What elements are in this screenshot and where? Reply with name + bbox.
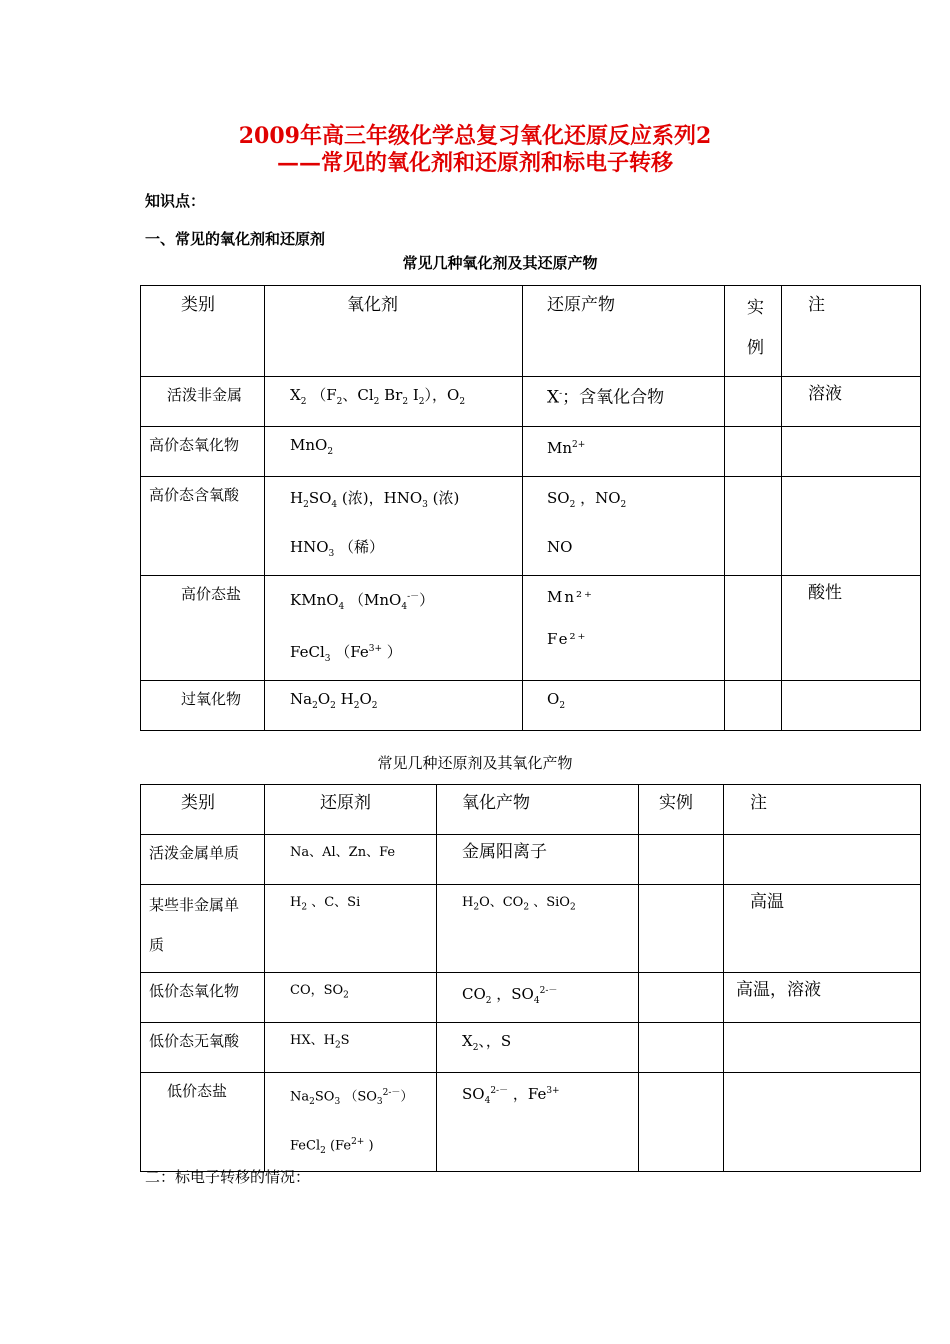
- reducer-value: Na、Al、Zn、Fe: [290, 845, 396, 860]
- oxidizer-value: $Na_2O_2$ $H_2O_2$: [290, 690, 378, 711]
- reducer-table: [140, 784, 921, 1172]
- header-category: 类别: [181, 295, 215, 315]
- row-category: 低价态盐: [167, 1082, 228, 1100]
- reduction-product-value: Mn²⁺ Fe²⁺: [547, 588, 594, 648]
- reduction-product-value: $O_2$: [547, 690, 566, 711]
- note-value: 酸性: [808, 583, 842, 603]
- header-oxidation-product: 氧化产物: [462, 793, 530, 813]
- oxidation-product-value: $X_2$、，S: [462, 1032, 512, 1053]
- note-value: [782, 681, 920, 687]
- row-category: 活泼金属单质: [149, 844, 240, 862]
- table-row: [141, 377, 921, 427]
- row-category: 低价态无氧酸: [149, 1032, 240, 1050]
- oxidation-product-value: $SO_4^{2--}$ ，$Fe^{3+}$: [462, 1085, 560, 1106]
- reducer-value: $Na_2SO_3$ $(SO_3^{2--})$ FeCl$_2$ ($Fe^{2+}$ ): [290, 1088, 414, 1156]
- note-value: [782, 427, 920, 433]
- row-category: 高价态盐: [181, 585, 242, 603]
- section-one-heading: 一、常见的氧化剂和还原剂: [145, 230, 326, 248]
- header-oxidizer: 氧化剂: [347, 295, 398, 315]
- note-value: [782, 477, 920, 483]
- row-category: 低价态氧化物: [149, 982, 240, 1000]
- oxidation-product-value: 金属阳离子: [462, 842, 547, 862]
- table-row: [141, 477, 921, 576]
- header-reduction-product: 还原产物: [547, 295, 615, 315]
- oxidation-product-value: $H_2O$、$CO_2$ 、SiO$_2$: [462, 895, 576, 913]
- table-row: [141, 835, 921, 885]
- section-two-heading: 二：标电子转移的情况：: [145, 1168, 311, 1186]
- oxidizer-value: KMnO$_4$ （MnO$_4$-－） FeCl$_3$ （$Fe^{3+}$ ）: [290, 591, 435, 664]
- table-header-row: [141, 785, 921, 835]
- reducer-value: CO，$SO_2$: [290, 983, 349, 1001]
- note-value: [724, 1073, 920, 1079]
- note-value: [724, 835, 920, 841]
- document-title-line1: 2009年高三年级化学总复习氧化还原反应系列2: [238, 123, 712, 149]
- header-reducer: 还原剂: [320, 793, 371, 813]
- oxidizer-value: $X_2$ （$F_2$、$Cl_2$ $Br_2$ $I_2$），$O_2$: [290, 386, 466, 407]
- oxidizer-value: $H_2SO_4$ (浓)，$HNO_3$ (浓) $HNO_3$ （稀）: [290, 489, 460, 559]
- table-row: [141, 576, 921, 681]
- oxidizer-value: MnO$_2$: [290, 436, 334, 457]
- reduction-product-value: $Mn^{2+}$: [547, 439, 586, 457]
- table2-caption: 常见几种还原剂及其氧化产物: [377, 754, 573, 772]
- header-example: 实例: [659, 793, 693, 813]
- row-category: 某些非金属单 质: [149, 896, 240, 954]
- note-value: [724, 1023, 920, 1029]
- table-row: [141, 1073, 921, 1172]
- header-note: 注: [750, 793, 767, 813]
- reduction-product-value: X-；含氧化合物: [547, 387, 665, 408]
- reduction-product-value: $SO_2$ ，$NO_2$ NO: [547, 489, 627, 556]
- header-note: 注: [808, 295, 825, 315]
- header-category: 类别: [181, 793, 215, 813]
- table1-caption: 常见几种氧化剂及其还原产物: [402, 254, 598, 272]
- row-category: 过氧化物: [181, 690, 242, 708]
- table-row: [141, 973, 921, 1023]
- note-value: 高温: [750, 892, 784, 912]
- oxidation-product-value: $CO_2$ ，$SO_4^{2--}$: [462, 985, 558, 1006]
- reducer-value: $H_2$ 、C、Si: [290, 895, 361, 913]
- header-example: 实例: [747, 298, 764, 358]
- table-row: [141, 681, 921, 731]
- table-row: [141, 427, 921, 477]
- row-category: 高价态氧化物: [149, 436, 240, 454]
- knowledge-points-heading: 知识点：: [145, 192, 206, 210]
- document-title-line2: ——常见的氧化剂和还原剂和标电子转移: [276, 150, 673, 176]
- note-value: 高温，溶液: [736, 980, 821, 1000]
- row-category: 活泼非金属: [167, 386, 243, 404]
- row-category: 高价态含氧酸: [149, 486, 240, 504]
- table-row: [141, 885, 921, 973]
- oxidizer-table: [140, 285, 921, 731]
- table-row: [141, 1023, 921, 1073]
- reducer-value: HX、$H_2S$: [290, 1033, 350, 1051]
- table-header-row: [141, 286, 921, 377]
- note-value: 溶液: [808, 384, 842, 404]
